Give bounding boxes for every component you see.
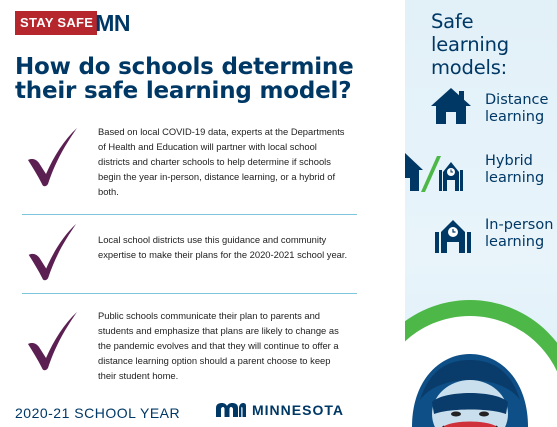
divider (22, 293, 357, 294)
brand-text: STAY SAFE (15, 11, 97, 35)
list-item (22, 218, 357, 290)
divider (22, 214, 357, 215)
stay-safe-mn-logo (15, 10, 130, 36)
mn-logo-icon (215, 402, 247, 418)
list-item (22, 120, 357, 210)
item-text: Public schools communicate their plan to parents and students and emphasize that plans are likely to change as the pandemic evolves and that they will continue to offer a distance learning option should a parent choose to keep their student home. (98, 310, 339, 381)
checkmark-icon (22, 310, 80, 372)
models-sidebar (405, 0, 557, 427)
item-text: Local school districts use this guidance and community expertise to make their plans for the 2020-2021 school year. (98, 234, 348, 260)
school-icon (435, 218, 471, 254)
logo-word: MINNESOTA (252, 402, 344, 418)
student-illustration (405, 290, 557, 427)
footer-year: 2020-21 SCHOOL YEAR (15, 405, 181, 421)
sidebar-title: Safe learning models: (431, 10, 509, 79)
checkmark-icon (22, 222, 80, 282)
hybrid-icon (405, 150, 477, 194)
brand-state: MN (95, 10, 131, 36)
minnesota-logo (215, 402, 344, 418)
house-icon (429, 86, 473, 126)
item-text: Based on local COVID-19 data, experts at the Departments of Health and Education will partner with local school districts and charter schools to help determine if schools begin the year in-person, distance learning, or a hybrid of both. (98, 126, 345, 197)
model-label-inperson: In-person learning (485, 217, 554, 250)
model-label-hybrid: Hybrid learning (485, 153, 545, 186)
page-title: How do schools determine their safe learning model? (15, 54, 354, 104)
model-label-distance: Distance learning (485, 92, 549, 125)
list-item (22, 298, 357, 393)
checkmark-icon (22, 126, 80, 188)
